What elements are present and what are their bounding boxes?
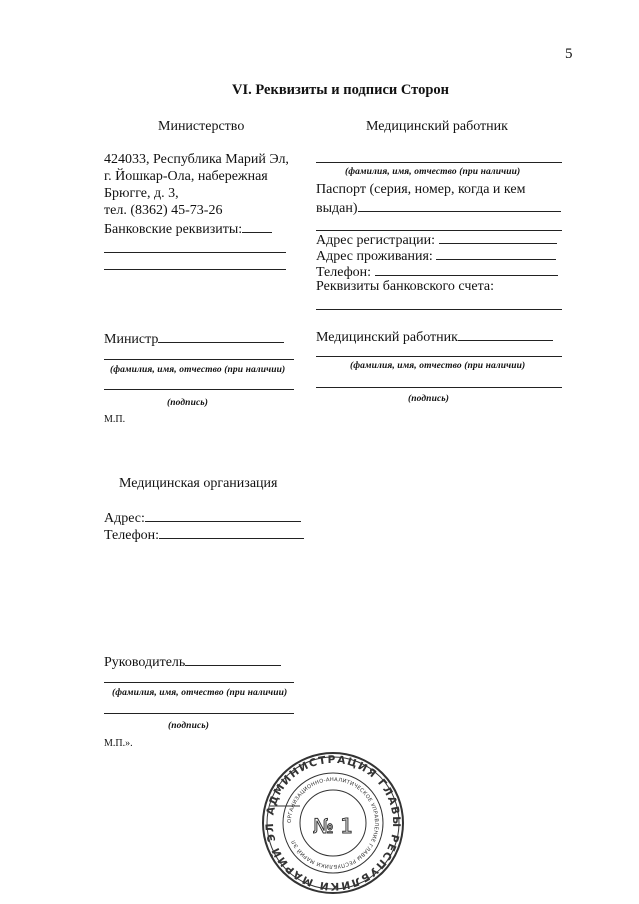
ministry-bank-blank — [242, 219, 272, 233]
stamp-number: № 1 — [313, 814, 353, 838]
ministry-bank-label — [104, 219, 272, 238]
worker-signer-name-line — [316, 356, 562, 357]
ministry-bank-line-2 — [104, 269, 286, 270]
official-stamp-graphic — [258, 748, 408, 898]
worker-bank-account-line — [316, 309, 562, 310]
organization-signer-blank — [185, 652, 281, 666]
organization-signature-line — [104, 713, 294, 714]
minister-signature-line — [104, 389, 294, 390]
organization-seal-mark: М.П.». — [104, 738, 133, 749]
worker-registration-blank — [439, 230, 557, 244]
organization-address-label: Адрес: — [104, 511, 145, 526]
minister-signature-caption: (подпись) — [167, 398, 208, 408]
minister-signer-label: Министр — [104, 332, 159, 347]
official-stamp — [258, 748, 408, 898]
ministry-heading: Министерство — [158, 119, 245, 134]
worker-passport-line-1: Паспорт (серия, номер, когда и кем — [316, 182, 526, 197]
organization-address-blank — [145, 508, 301, 522]
ministry-address-line-1: 424033, Республика Марий Эл, — [104, 152, 289, 167]
ministry-bank-line-1 — [104, 252, 286, 253]
minister-name-line — [104, 359, 294, 360]
worker-bank-account-label: Реквизиты банковского счета: — [316, 279, 494, 294]
worker-signature-line — [316, 387, 562, 388]
minister-signer — [104, 329, 284, 348]
organization-name-line — [104, 682, 294, 683]
worker-name-caption: (фамилия, имя, отчество (при наличии) — [345, 167, 521, 177]
worker-name-line — [316, 162, 562, 163]
worker-passport-label-2: выдан) — [316, 201, 358, 216]
worker-residence-blank — [436, 246, 556, 260]
section-title: VI. Реквизиты и подписи Сторон — [232, 82, 450, 98]
organization-phone — [104, 525, 304, 544]
ministry-address-line-3: Брюгге, д. 3, — [104, 186, 179, 201]
worker-signer-name-caption: (фамилия, имя, отчество (при наличии) — [350, 361, 526, 371]
stamp-outer-text: АДМИНИСТРАЦИЯ ГЛАВЫ РЕСПУБЛИКИ МАРИЙ ЭЛ — [263, 753, 403, 893]
worker-passport-line-2 — [316, 198, 561, 217]
stamp-inner-text: ОРГАНИЗАЦИОННО-АНАЛИТИЧЕСКОЕ УПРАВЛЕНИЕ ГЛАВЫ РЕСПУБЛИКИ МАРИЙ ЭЛ — [286, 776, 380, 870]
worker-residence-label: Адрес проживания: — [316, 249, 433, 264]
ministry-seal-mark: М.П. — [104, 414, 126, 425]
worker-signer — [316, 327, 553, 346]
worker-registration-label: Адрес регистрации: — [316, 233, 436, 248]
worker-heading: Медицинский работник — [366, 119, 508, 134]
organization-phone-blank — [159, 525, 304, 539]
worker-signer-blank — [458, 327, 553, 341]
minister-signer-blank — [158, 329, 284, 343]
page-number: 5 — [565, 46, 573, 62]
organization-heading: Медицинская организация — [119, 476, 278, 491]
worker-signer-label: Медицинский работник — [316, 330, 458, 345]
organization-name-caption: (фамилия, имя, отчество (при наличии) — [112, 688, 288, 698]
minister-name-caption: (фамилия, имя, отчество (при наличии) — [110, 365, 286, 375]
worker-passport-blank — [358, 198, 561, 212]
worker-signature-caption: (подпись) — [408, 394, 449, 404]
ministry-phone: тел. (8362) 45-73-26 — [104, 203, 223, 218]
worker-phone-label: Телефон: — [316, 265, 372, 280]
ministry-bank-label-text: Банковские реквизиты: — [104, 222, 243, 237]
worker-phone-blank — [375, 262, 558, 276]
organization-signer-label: Руководитель — [104, 655, 186, 670]
organization-phone-label: Телефон: — [104, 528, 160, 543]
organization-signer — [104, 652, 281, 671]
ministry-address-line-2: г. Йошкар-Ола, набережная — [104, 169, 268, 184]
organization-signature-caption: (подпись) — [168, 721, 209, 731]
